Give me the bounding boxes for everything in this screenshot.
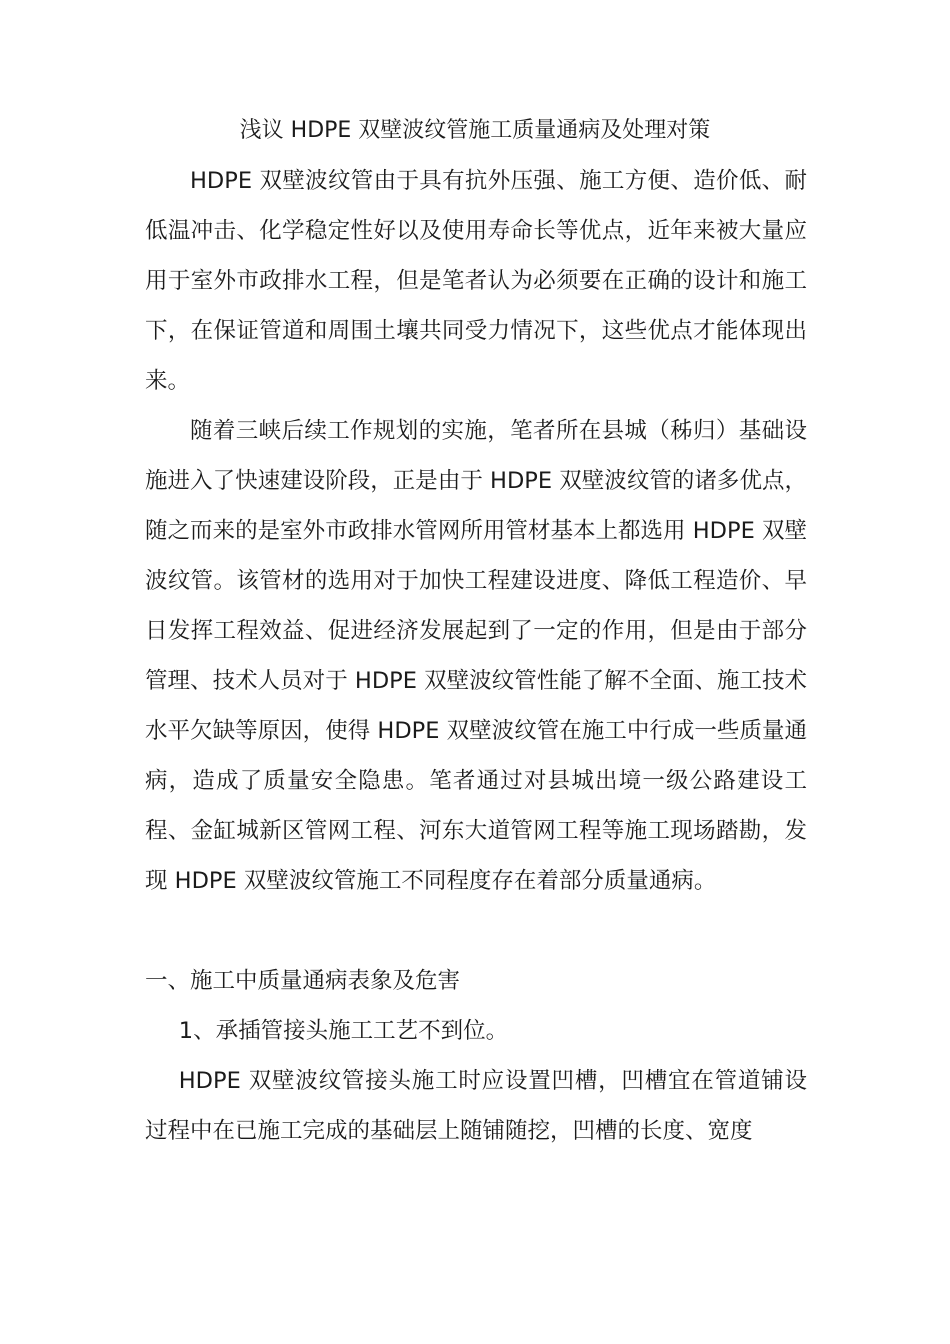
subsection-heading: 1、承插管接头施工工艺不到位。 — [178, 1018, 509, 1044]
section-paragraph: HDPE 双壁波纹管接头施工时应设置凹槽，凹槽宜在管道铺设过程中在已施工完成的基础层上随铺随挖，凹槽的长度、宽度 — [145, 1068, 807, 1144]
document-title: 浅议 HDPE 双壁波纹管施工质量通病及处理对策 — [239, 118, 711, 143]
background-paragraph: 随着三峡后续工作规划的实施，笔者所在县城（秭归）基础设施进入了快速建设阶段，正是由于 HDPE 双壁波纹管的诸多优点，随之而来的是室外市政排水管网所用管材基本上都选用 HDPE 双壁波纹管。该管材的选用对于加快工程建设进度、降低工程造价、早日发挥工程效益、促进经济发展起到了一定的作用，但是由于部分管理、技术人员对于 HDPE 双壁波纹管性能了解不全面、施工技术水平欠缺等原因，使得 HDPE 双壁波纹管在施工中行成一些质量通病，造成了质量安全隐患。笔者通过对县城出境一级公路建设工程、金缸城新区管网工程、河东大道管网工程等施工现场踏勘，发现 HDPE 双壁波纹管施工不同程度存在着部分质量通病。 — [145, 418, 807, 894]
section-heading: 一、施工中质量通病表象及危害 — [145, 968, 461, 994]
intro-paragraph: HDPE 双壁波纹管由于具有抗外压强、施工方便、造价低、耐低温冲击、化学稳定性好以及使用寿命长等优点，近年来被大量应用于室外市政排水工程，但是笔者认为必须要在正确的设计和施工下，在保证管道和周围土壤共同受力情况下，这些优点才能体现出来。 — [145, 168, 807, 394]
document-body — [145, 156, 807, 1156]
